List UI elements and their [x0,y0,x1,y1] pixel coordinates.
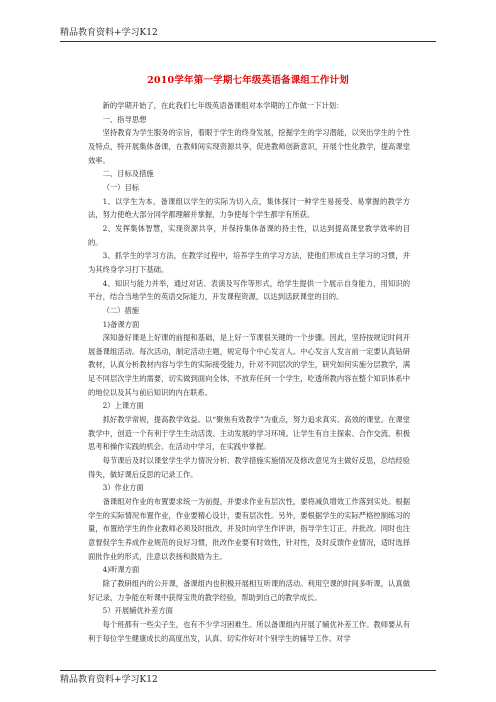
item-heading: 1)备课方面 [102,319,140,329]
item-heading: 2）上课方面 [102,401,144,411]
subsection-heading: （二）措施 [102,305,140,315]
item-heading: 3）作业方面 [102,483,144,493]
item-heading: 5）开展辅优补差方面 [102,606,173,616]
page-header: 精品教育资料+学习K12 [60,28,158,38]
header-divider [60,41,436,42]
body-paragraph: 1、以学生为本，备课组以学生的实际为切入点，集体探讨一种学生易接受、易掌握的教学方法，努力使绝大部分同学都理解并掌握，力争使每个学生都学有所获。 [88,196,410,220]
body-paragraph: 深知备好课是上好课的前提和基础，是上好一节课很关键的一个步骤。因此，坚持按规定时间开展备课组活动。每次活动，制定活动主题，规定每个中心发言人。中心发言人发言前一定要认真钻研教材，认真分析教材内容与学生的实际接受能力，针对不同层次的学生，研究如何实施分层教学，满足不同层次学生的需要，切实做到面向全体，不放弃任何一个学生，吃透所教内容在整个知识体系中的地位以及其与前后知识的内在联系。 [88,333,410,397]
body-paragraph: 每节课后及时以课堂学生学力情况分析、教学措施实施情况及修改意见为主做好反思，总结经验得失，做好课后反思的记录工作。 [88,456,410,479]
body-paragraph: 坚持教育为学生服务的宗旨，着眼于学生的终身发展，挖掘学生的学习潜能，以突出学生的个性及特点，特开展集体备课，在教师间实现资源共享，促进教师创新意识，开展个性化教学，提高课堂效率。 [88,128,410,165]
body-paragraph: 4、知识与能力并举，通过对话、表演及写作等形式，给学生提供一个展示自身能力，用知识的平台，结合当地学生的英语交际能力，开发课程资源，以达到活跃课堂的目的。 [88,278,410,302]
document-title: 2010学年第一学期七年级英语备课组工作计划 [147,75,349,86]
body-paragraph: 2、发挥集体智慧，实现资源共享，并保持集体备课的持主性，以达到提高课堂教学效率的目的。 [88,223,410,247]
body-paragraph: 每个班都有一些尖子生，也有不少学习困难生。所以备课组内开展了辅优补差工作。教师要从有利于每位学生健康成长的高度出发，认真、切实作好对个别学生的辅导工作。对学 [88,619,410,643]
section-heading: 二、目标及措施 [102,169,154,179]
footer-divider [60,670,436,671]
section-heading: 一、指导思想 [102,114,147,124]
body-paragraph: 除了教研组内的公开课，备课组内也积极开展相互听课的活动。利用空课的时间多听课，认真做好记录，力争能在听课中获得宝贵的教学经验，帮助到自己的教学成长。 [88,578,410,602]
document-body [88,99,410,645]
body-paragraph: 3、抓学生的学习方法，在教学过程中，培养学生的学习方法，使他们形成自主学习的习惯，并为其终身学习打下基础。 [88,251,410,274]
body-paragraph: 抓好教学常规，提高教学效益。以“聚焦有效教学”为重点，努力追求真实、高效的课堂。在课堂教学中，创造一个有利于学生生动活泼、主动发展的学习环境。让学生有自主探索、合作交流、积极思考和操作实践的机会。在活动中学习，在实践中掌握。 [88,415,410,452]
body-paragraph: 新的学期开始了，在此我们七年级英语备课组对本学期的工作做一下计划： [102,101,344,110]
body-paragraph: 备课组对作业的布置要求统一为前提，并要求作业有层次性，要将减负增效工作落到实处。根据学生的实际情况布置作业，作业要精心设计，要有层次性。另外，要根据学生的实际严格控制练习的量，布置给学生的作业教师必须及时批改，并及时向学生作评讲，指导学生订正、并批改。同时也注意督促学生养成作业规范的良好习惯，批改作业要有时效性，针对性，及时反馈作业情况，适时选择面批作业的形式，注意以表扬和鼓励为主。 [88,497,410,561]
item-heading: 4)听课方面 [102,565,140,575]
page-footer: 精品教育资料+学习K12 [60,675,158,685]
subsection-heading: （一）目标 [102,182,140,192]
